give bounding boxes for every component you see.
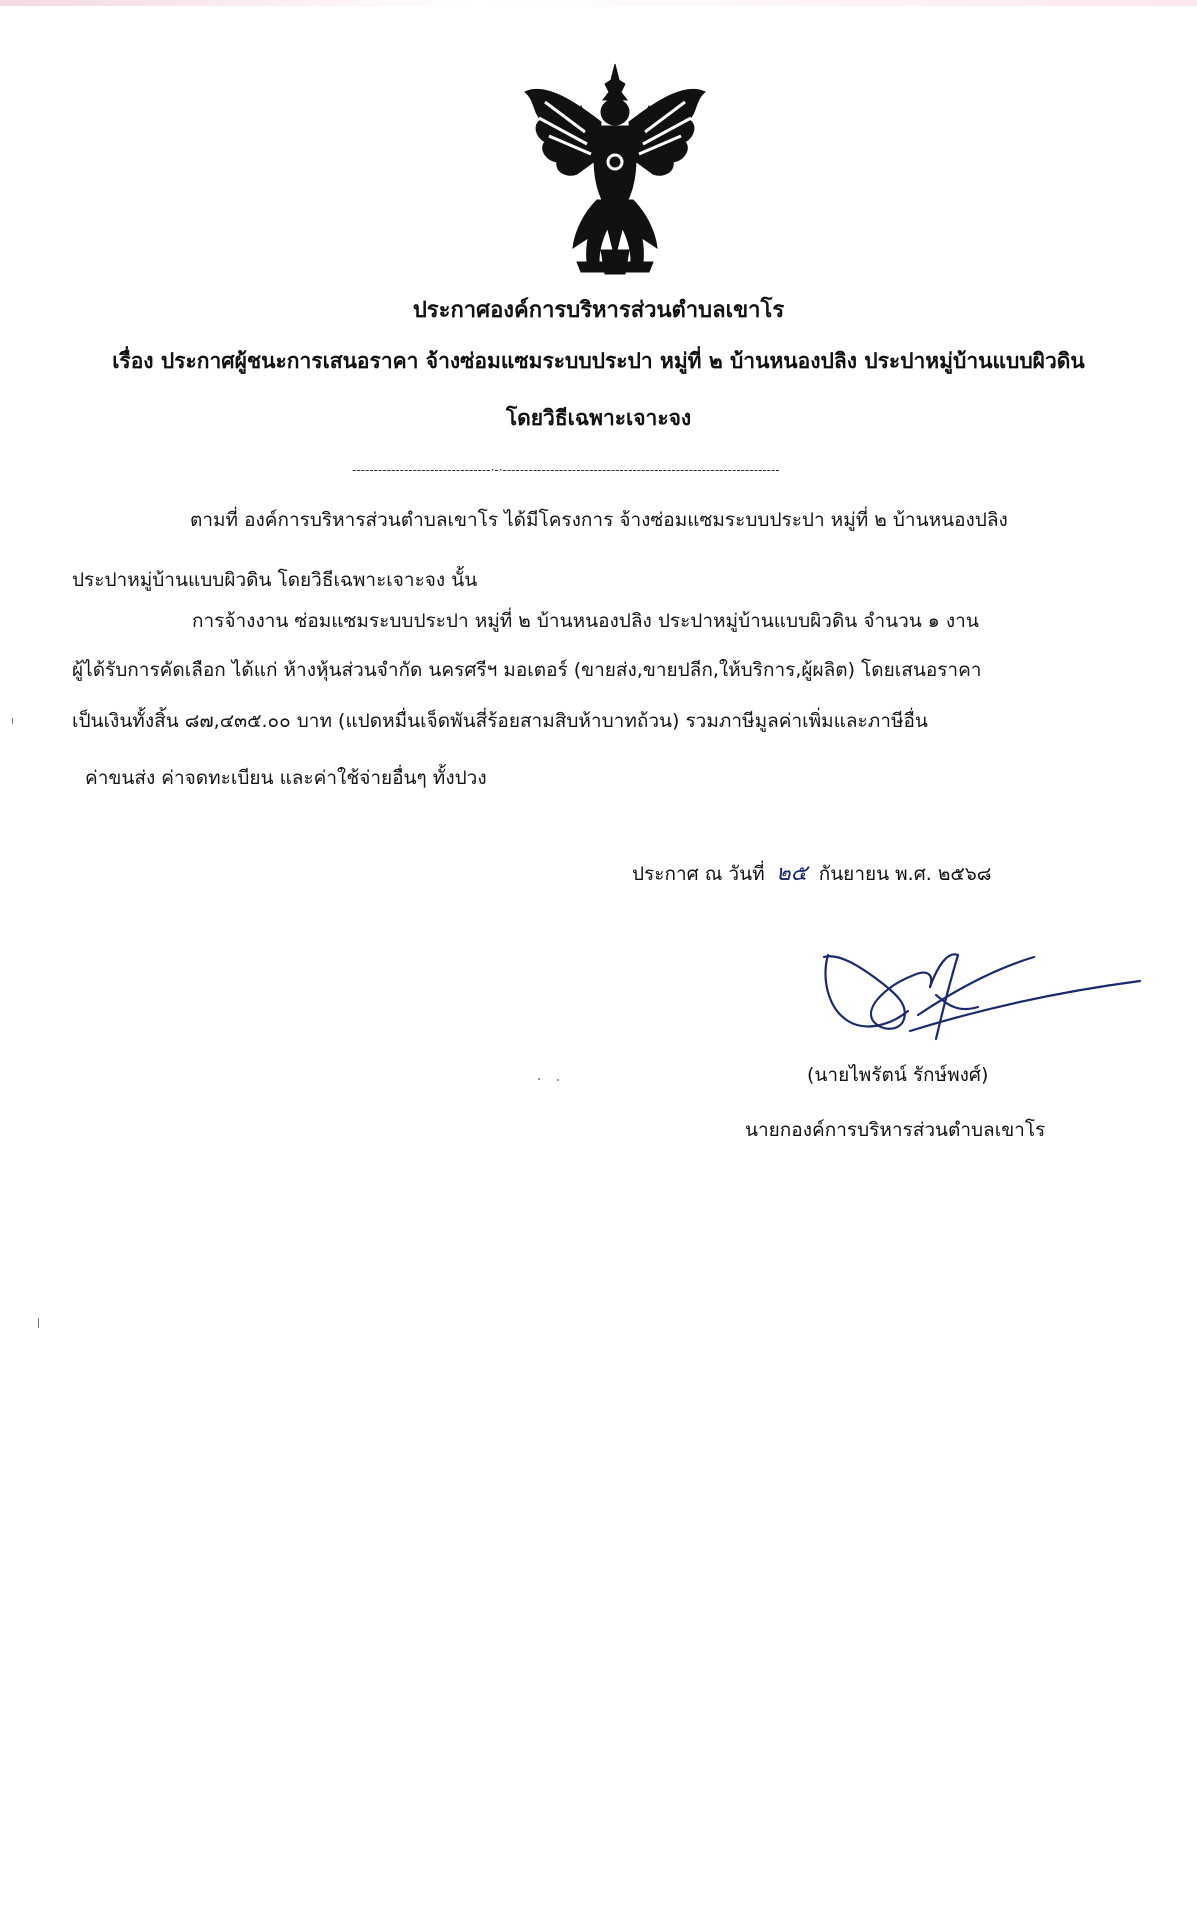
divider-line: --------------------------------·-·---------------------------------------------------------------- [352,463,780,477]
announcement-date [632,855,991,890]
announcement-month-year: กันยายน พ.ศ. ๒๕๖๘ [818,863,992,885]
signer-name: (นายไพรัตน์ รักษ์พงศ์) [807,1064,989,1086]
handwritten-signature [818,935,1148,1050]
paragraph-1-line-1: ตามที่ องค์การบริหารส่วนตำบลเขาโร ได้มีโครงการ จ้างซ่อมแซมระบบประปา หมู่ที่ ๒ บ้านหนองปลิง [190,509,1008,531]
document-title: ประกาศองค์การบริหารส่วนตำบลเขาโร [412,298,785,323]
scan-speck [557,1079,559,1081]
subject-line-continued: โดยวิธีเฉพาะเจาะจง [505,406,692,430]
scan-speck [38,1318,39,1328]
paragraph-2-line-4: ค่าขนส่ง ค่าจดทะเบียน และค่าใช้จ่ายอื่นๆ ทั้งปวง [85,767,487,789]
announcement-date-prefix: ประกาศ ณ วันที่ [632,863,765,885]
paragraph-2-line-3: เป็นเงินทั้งสิ้น ๘๗,๔๓๕.๐๐ บาท (แปดหมื่นเจ็ดพันสี่ร้อยสามสิบห้าบาทถ้วน) รวมภาษีมูลค่าเพิ่มและภาษีอื่น [72,710,928,732]
paragraph-2-line-2: ผู้ได้รับการคัดเลือก ได้แก่ ห้างหุ้นส่วนจำกัด นครศรีฯ มอเตอร์ (ขายส่ง,ขายปลีก,ให้บริการ,ผู้ผลิต) โดยเสนอราคา [72,659,982,681]
paragraph-2-line-1: การจ้างงาน ซ่อมแซมระบบประปา หมู่ที่ ๒ บ้านหนองปลิง ประปาหมู่บ้านแบบผิวดิน จำนวน ๑ งาน [192,610,979,632]
scan-speck [538,1078,540,1080]
announcement-day-handwritten: ๒๕ [776,861,808,886]
paragraph-1-line-2: ประปาหมู่บ้านแบบผิวดิน โดยวิธีเฉพาะเจาะจง นั้น [72,569,478,591]
subject-line: เรื่อง ประกาศผู้ชนะการเสนอราคา จ้างซ่อมแซมระบบประปา หมู่ที่ ๒ บ้านหนองปลิง ประปาหมู่บ้านแบบผิวดิน [112,349,1085,373]
signer-position: นายกองค์การบริหารส่วนตำบลเขาโร [745,1119,1046,1141]
garuda-emblem [515,62,715,277]
scan-speck [12,718,13,724]
